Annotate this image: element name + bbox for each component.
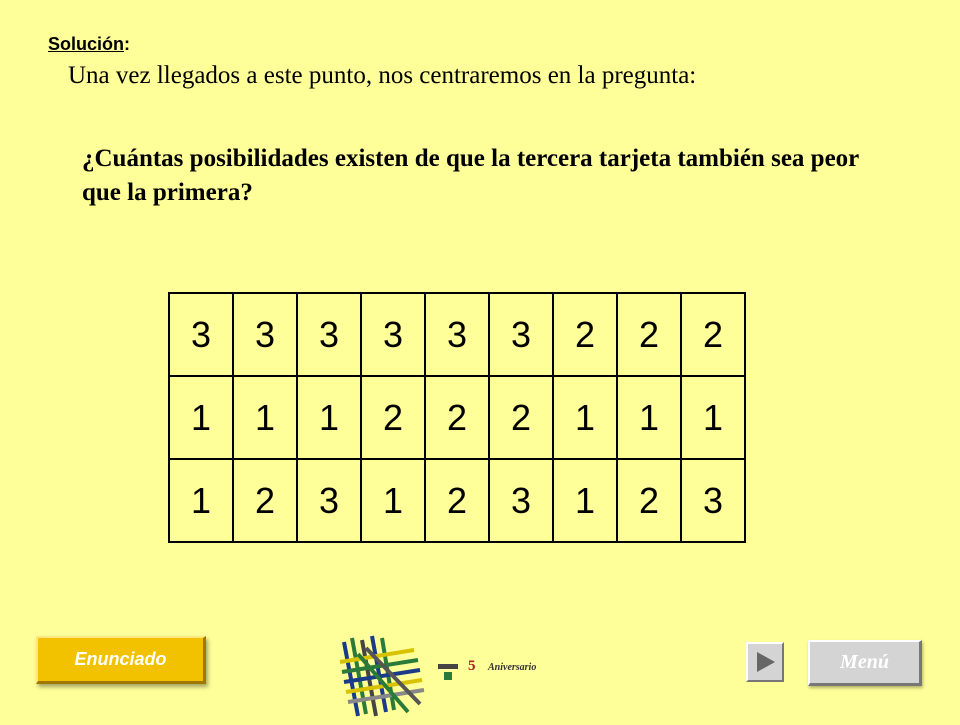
table-cell: 1 xyxy=(169,376,233,459)
table-cell: 3 xyxy=(489,293,553,376)
table-cell: 3 xyxy=(297,459,361,542)
table-cell: 2 xyxy=(681,293,745,376)
table-cell: 3 xyxy=(489,459,553,542)
enunciado-button[interactable]: Enunciado xyxy=(36,636,206,684)
table-cell: 3 xyxy=(681,459,745,542)
solution-heading-word: Solución xyxy=(48,34,124,54)
logo-label: Aniversario xyxy=(488,662,537,673)
table-cell: 1 xyxy=(297,376,361,459)
table-cell: 1 xyxy=(681,376,745,459)
table-cell: 1 xyxy=(169,459,233,542)
table-cell: 2 xyxy=(617,459,681,542)
play-arrow-icon xyxy=(753,650,777,674)
outcomes-table xyxy=(168,292,746,543)
table-cell: 2 xyxy=(489,376,553,459)
table-row xyxy=(169,459,745,542)
table-cell: 1 xyxy=(553,459,617,542)
table-cell: 1 xyxy=(361,459,425,542)
table-cell: 3 xyxy=(297,293,361,376)
logo-number: 5 xyxy=(468,658,476,674)
table-cell: 2 xyxy=(425,376,489,459)
solution-heading xyxy=(48,34,130,55)
question-text: ¿Cuántas posibilidades existen de que la tercera tarjeta también sea peor que la primera? xyxy=(82,145,859,206)
table-cell: 1 xyxy=(233,376,297,459)
table-cell: 3 xyxy=(233,293,297,376)
table-cell: 2 xyxy=(617,293,681,376)
table-row xyxy=(169,293,745,376)
table-cell: 3 xyxy=(169,293,233,376)
table-row xyxy=(169,376,745,459)
menu-button[interactable]: Menú xyxy=(808,640,922,686)
next-button[interactable] xyxy=(746,642,784,682)
logo-graphic xyxy=(336,628,556,720)
table-cell: 2 xyxy=(553,293,617,376)
table-cell: 1 xyxy=(553,376,617,459)
logo-plus-square xyxy=(444,672,452,680)
solution-heading-colon: : xyxy=(124,34,130,54)
anniversary-logo xyxy=(336,628,556,720)
table-cell: 2 xyxy=(361,376,425,459)
table-cell: 1 xyxy=(617,376,681,459)
table-cell: 3 xyxy=(425,293,489,376)
intro-text: Una vez llegados a este punto, nos centraremos en la pregunta: xyxy=(68,62,697,89)
table-cell: 2 xyxy=(233,459,297,542)
logo-plus-bar xyxy=(438,664,458,669)
table-cell: 3 xyxy=(361,293,425,376)
table-cell: 2 xyxy=(425,459,489,542)
